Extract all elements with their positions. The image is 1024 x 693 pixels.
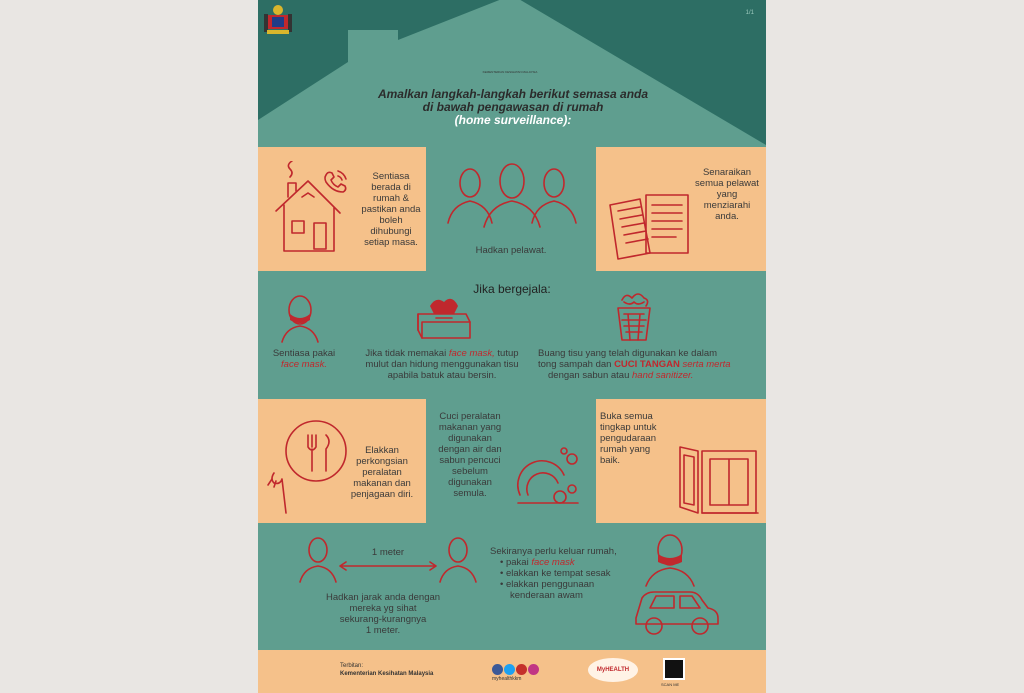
paper-list-icon [606,191,696,261]
visitor-list-line: yang [716,189,738,200]
instagram-icon[interactable] [528,664,539,675]
stay-home-line: boleh [379,215,403,226]
dispose-tissue-part: dengan sabun atau [548,370,632,381]
wash-utensils-line: dengan air dan [438,444,502,455]
going-out-bullet-text: elakkan ke tempat sesak [505,568,611,579]
qr-code-icon[interactable] [663,658,685,680]
facebook-icon[interactable] [492,664,503,675]
open-windows-line: tingkap untuk [600,422,657,433]
going-out-bullet-text: elakkan penggunaan [505,579,595,590]
roof-header [258,0,766,140]
emblem-caption: KEMENTERIAN KESIHATAN MALAYSIA [482,70,538,74]
going-out-bullet: • elakkan ke tempat sesak [500,568,611,579]
no-sharing-line: makanan dan [353,478,411,489]
open-windows-line: rumah yang [600,444,651,455]
publisher [340,662,433,678]
cover-mouth-part: tutup [494,348,519,359]
group-of-people-icon [444,159,580,229]
hand-sanitizer-term: hand sanitizer. [632,370,694,381]
wash-utensils-line: Cuci peralatan [439,411,501,422]
wash-utensils-line: sabun pencuci [439,455,501,466]
wash-hands-term: CUCI TANGAN [614,359,680,370]
social-handle: myhealthkkm [492,676,522,682]
visitor-list-panel [596,147,766,271]
open-windows-line: pengudaraan [600,433,656,444]
dispose-tissue-line: Buang tisu yang telah digunakan ke dalam [538,348,718,359]
tissue-box-icon [414,296,474,342]
headline-line-2: di bawah pengawasan di rumah [422,100,604,114]
phone-icon [320,167,350,197]
stay-home-text [358,171,424,248]
limit-visitors-panel [426,147,596,271]
cover-mouth-line: apabila batuk atau bersin. [387,370,497,381]
dishes-with-bubbles-icon [514,445,586,517]
headline-line-3: (home surveillance): [454,113,572,127]
distance-line: mereka yg sihat [349,603,417,614]
distance-text [278,592,488,636]
distance-line: 1 meter. [365,625,401,636]
visitor-list-line: semua pelawat [695,178,759,189]
visitor-list-line: anda. [715,211,739,222]
going-out-bullet: • elakkan penggunaan [500,579,595,590]
qr-caption: SCAN ME [661,682,680,687]
stay-home-line: Sentiasa [372,171,410,182]
distance-label: 1 meter [358,547,418,558]
going-out-bullet-text: kenderaan awam [510,590,583,601]
face-mask-term: face mask. [281,359,327,370]
going-out-title: Sekiranya perlu keluar rumah, [490,546,617,557]
visitor-list-text [692,167,762,222]
headline-line-1: Amalkan langkah-langkah berikut semasa anda [377,87,649,101]
wash-utensils-line: semula. [453,488,487,499]
page-title [318,88,708,127]
youtube-icon[interactable] [516,664,527,675]
publisher-label: Terbitan: [340,663,364,669]
person-with-mask-icon [278,294,322,344]
stay-home-line: berada di [371,182,411,193]
no-sharing-panel [258,399,426,523]
going-out-text: Sekiranya perlu keluar rumah, • pakai face mask • elakkan ke tempat sesak • elakkan penggunaan kenderaan awam [490,546,640,601]
wear-mask-line: Sentiasa pakai [272,348,336,359]
visitor-list-line: menziarahi [703,200,751,211]
wash-utensils-line: sebelum [452,466,488,477]
social-distance-icon [298,534,478,588]
distance-line: sekurang-kurangnya [339,614,427,625]
limit-visitors-text: Hadkan pelawat. [475,245,547,256]
cover-mouth-text [352,348,532,381]
page-number: 1/1 [745,10,754,16]
stay-home-line: dihubungi [370,226,412,237]
wash-utensils-line: digunakan [448,477,492,488]
open-windows-text [600,411,680,466]
wash-utensils-text [430,411,510,499]
wash-utensils-line: makanan yang [438,422,502,433]
visitor-list-line: Senaraikan [702,167,752,178]
face-mask-term: face mask, [448,348,495,359]
no-sharing-line: peralatan [362,467,402,478]
wash-utensils-panel [426,399,596,523]
distance-line: Hadkan jarak anda dengan [325,592,441,603]
cover-mouth-part: Jika tidak memakai [365,348,449,359]
malaysia-coat-of-arms-icon [258,0,298,40]
infographic-poster [258,0,766,693]
masked-person-and-car-icon [630,532,726,638]
open-windows-line: baik. [600,455,621,466]
cover-mouth-line: mulut dan hidung menggunakan tisu [365,359,519,370]
no-sharing-line: penjagaan diri. [350,489,414,500]
plate-and-cutlery-icon [264,413,354,517]
trash-bin-icon [612,290,656,342]
going-out-bullet: pakai [505,557,532,568]
myhealth-logo: MyHEALTH [588,658,638,682]
wash-utensils-line: digunakan [448,433,492,444]
publisher-name: Kementerian Kesihatan Malaysia [340,671,434,677]
symptoms-title: Jika bergejala: [473,282,551,296]
immediately-term: serta merta [679,359,731,370]
stay-home-panel [258,147,426,271]
open-windows-panel [596,399,766,523]
open-window-icon [676,443,762,517]
stay-home-line: rumah & [373,193,409,204]
face-mask-term: face mask [531,557,575,568]
open-windows-line: Buka semua [600,411,653,422]
no-sharing-text [342,445,422,500]
dispose-tissue-text [538,348,762,381]
dispose-tissue-part: tong sampah dan [538,359,615,370]
no-sharing-line: perkongsian [356,456,408,467]
twitter-icon[interactable] [504,664,515,675]
footer [258,650,766,693]
stay-home-line: setiap masa. [364,237,418,248]
wear-mask-text [266,348,342,370]
no-sharing-line: Elakkan [365,445,399,456]
stay-home-line: pastikan anda [361,204,421,215]
